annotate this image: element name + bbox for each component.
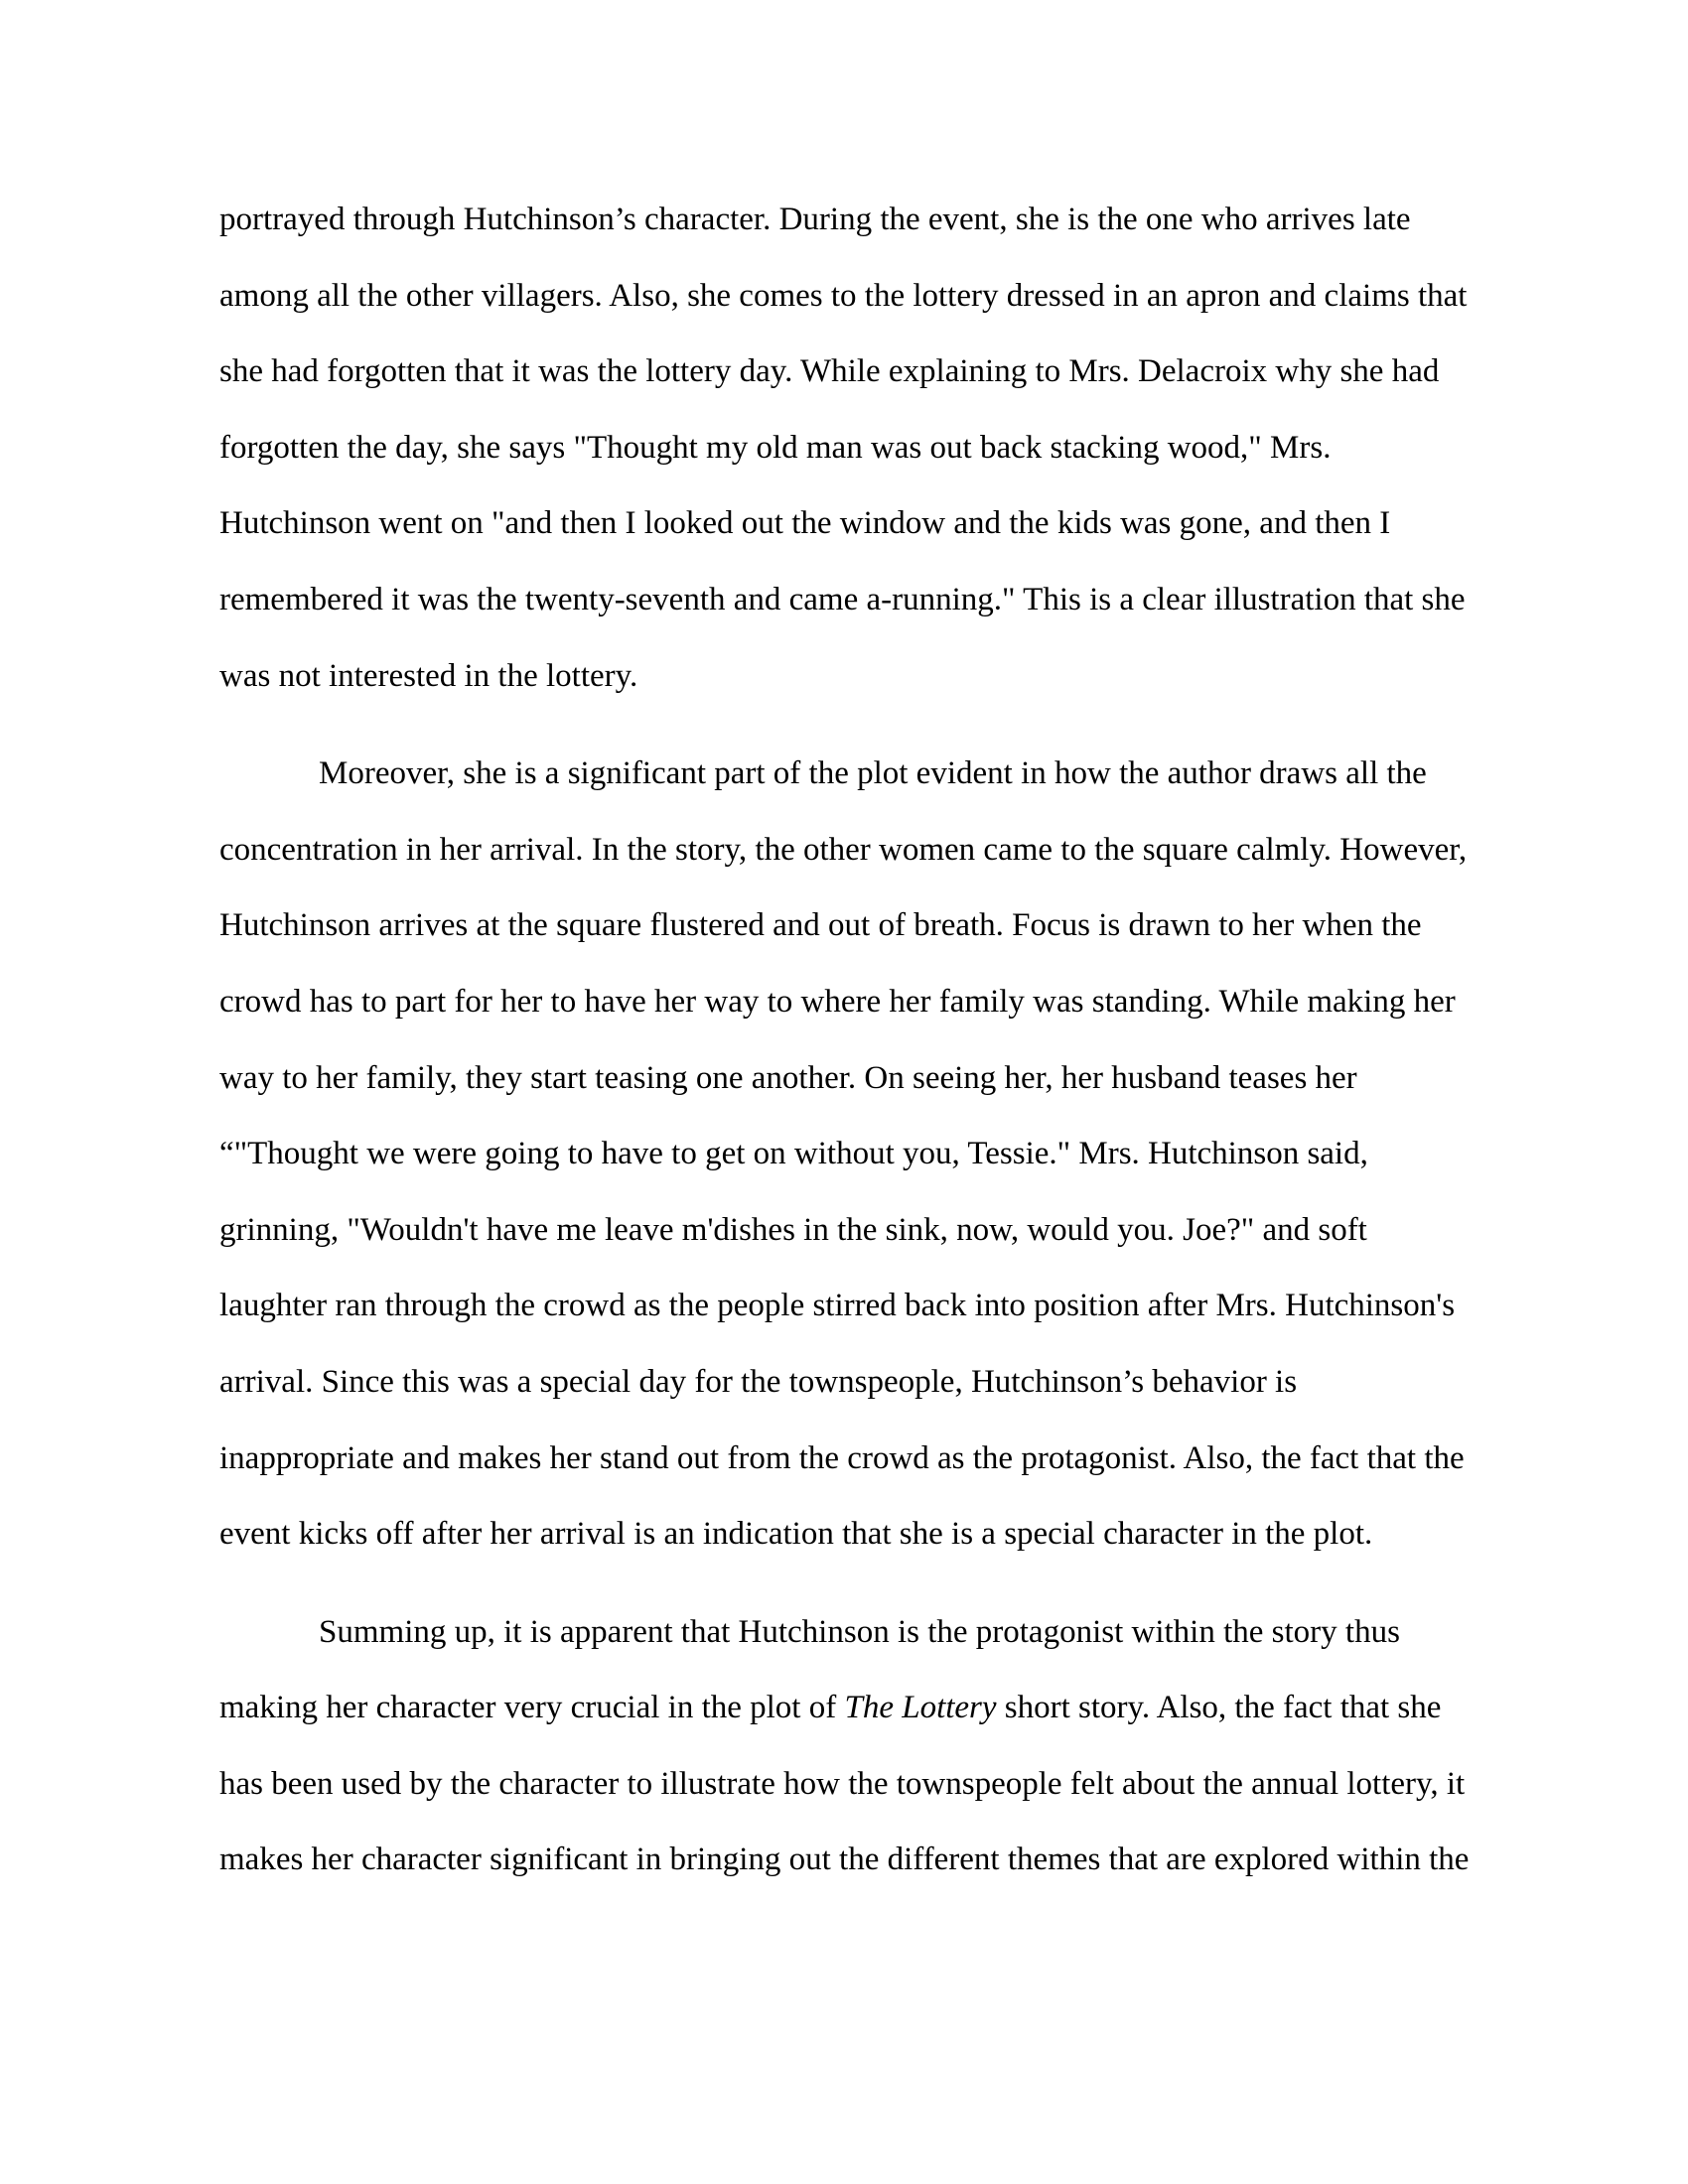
- text-line: among all the other villagers. Also, she comes to the lottery dressed in an apron and claims that: [219, 277, 1468, 314]
- text-line: has been used by the character to illustrate how the townspeople felt about the annual lottery, it: [219, 1765, 1466, 1802]
- body-text: [219, 182, 1500, 1898]
- text-line: concentration in her arrival. In the story, the other women came to the square calmly. However,: [219, 831, 1468, 868]
- text-line: remembered it was the twenty-seventh and came a-running." This is a clear illustration that she: [219, 581, 1466, 617]
- text-line: arrival. Since this was a special day for the townspeople, Hutchinson’s behavior is: [219, 1363, 1298, 1400]
- text-run: making her character very crucial in the plot of: [219, 1690, 845, 1726]
- text-line: event kicks off after her arrival is an indication that she is a special character in the plot.: [219, 1516, 1373, 1553]
- text-line: forgotten the day, she says "Thought my old man was out back stacking wood," Mrs.: [219, 429, 1332, 466]
- text-line: was not interested in the lottery.: [219, 657, 638, 694]
- paragraph-summing-up: [219, 1594, 1500, 1898]
- story-title-italic: The Lottery: [844, 1690, 997, 1726]
- text-line: laughter ran through the crowd as the people stirred back into position after Mrs. Hutchinson's: [219, 1288, 1456, 1324]
- text-line: grinning, "Wouldn't have me leave m'dishes in the sink, now, would you. Joe?" and soft: [219, 1211, 1367, 1248]
- text-line: she had forgotten that it was the lottery day. While explaining to Mrs. Delacroix why she had: [219, 353, 1440, 390]
- text-line: “"Thought we were going to have to get on without you, Tessie." Mrs. Hutchinson said,: [219, 1136, 1368, 1172]
- paragraph-hutchinson-late-arrival: [219, 182, 1500, 714]
- text-line: Hutchinson went on "and then I looked out the window and the kids was gone, and then I: [219, 505, 1391, 542]
- text-line: makes her character significant in bringing out the different themes that are explored within the: [219, 1842, 1470, 1878]
- text-line: inappropriate and makes her stand out from the crowd as the protagonist. Also, the fact that the: [219, 1439, 1465, 1476]
- paragraph-significant-part-of-plot: [219, 736, 1500, 1572]
- text-line-with-title: [219, 1670, 1500, 1746]
- text-line: crowd has to part for her to have her way to where her family was standing. While making her: [219, 983, 1456, 1020]
- text-line-indented: Summing up, it is apparent that Hutchinson is the protagonist within the story thus: [319, 1613, 1400, 1650]
- text-line: portrayed through Hutchinson’s character. During the event, she is the one who arrives late: [219, 202, 1411, 237]
- text-line: way to her family, they start teasing one another. On seeing her, her husband teases her: [219, 1059, 1357, 1096]
- text-line-indented: Moreover, she is a significant part of the plot evident in how the author draws all the: [319, 755, 1427, 792]
- text-run: short story. Also, the fact that she: [996, 1690, 1442, 1726]
- text-line: Hutchinson arrives at the square flustered and out of breath. Focus is drawn to her when the: [219, 907, 1422, 944]
